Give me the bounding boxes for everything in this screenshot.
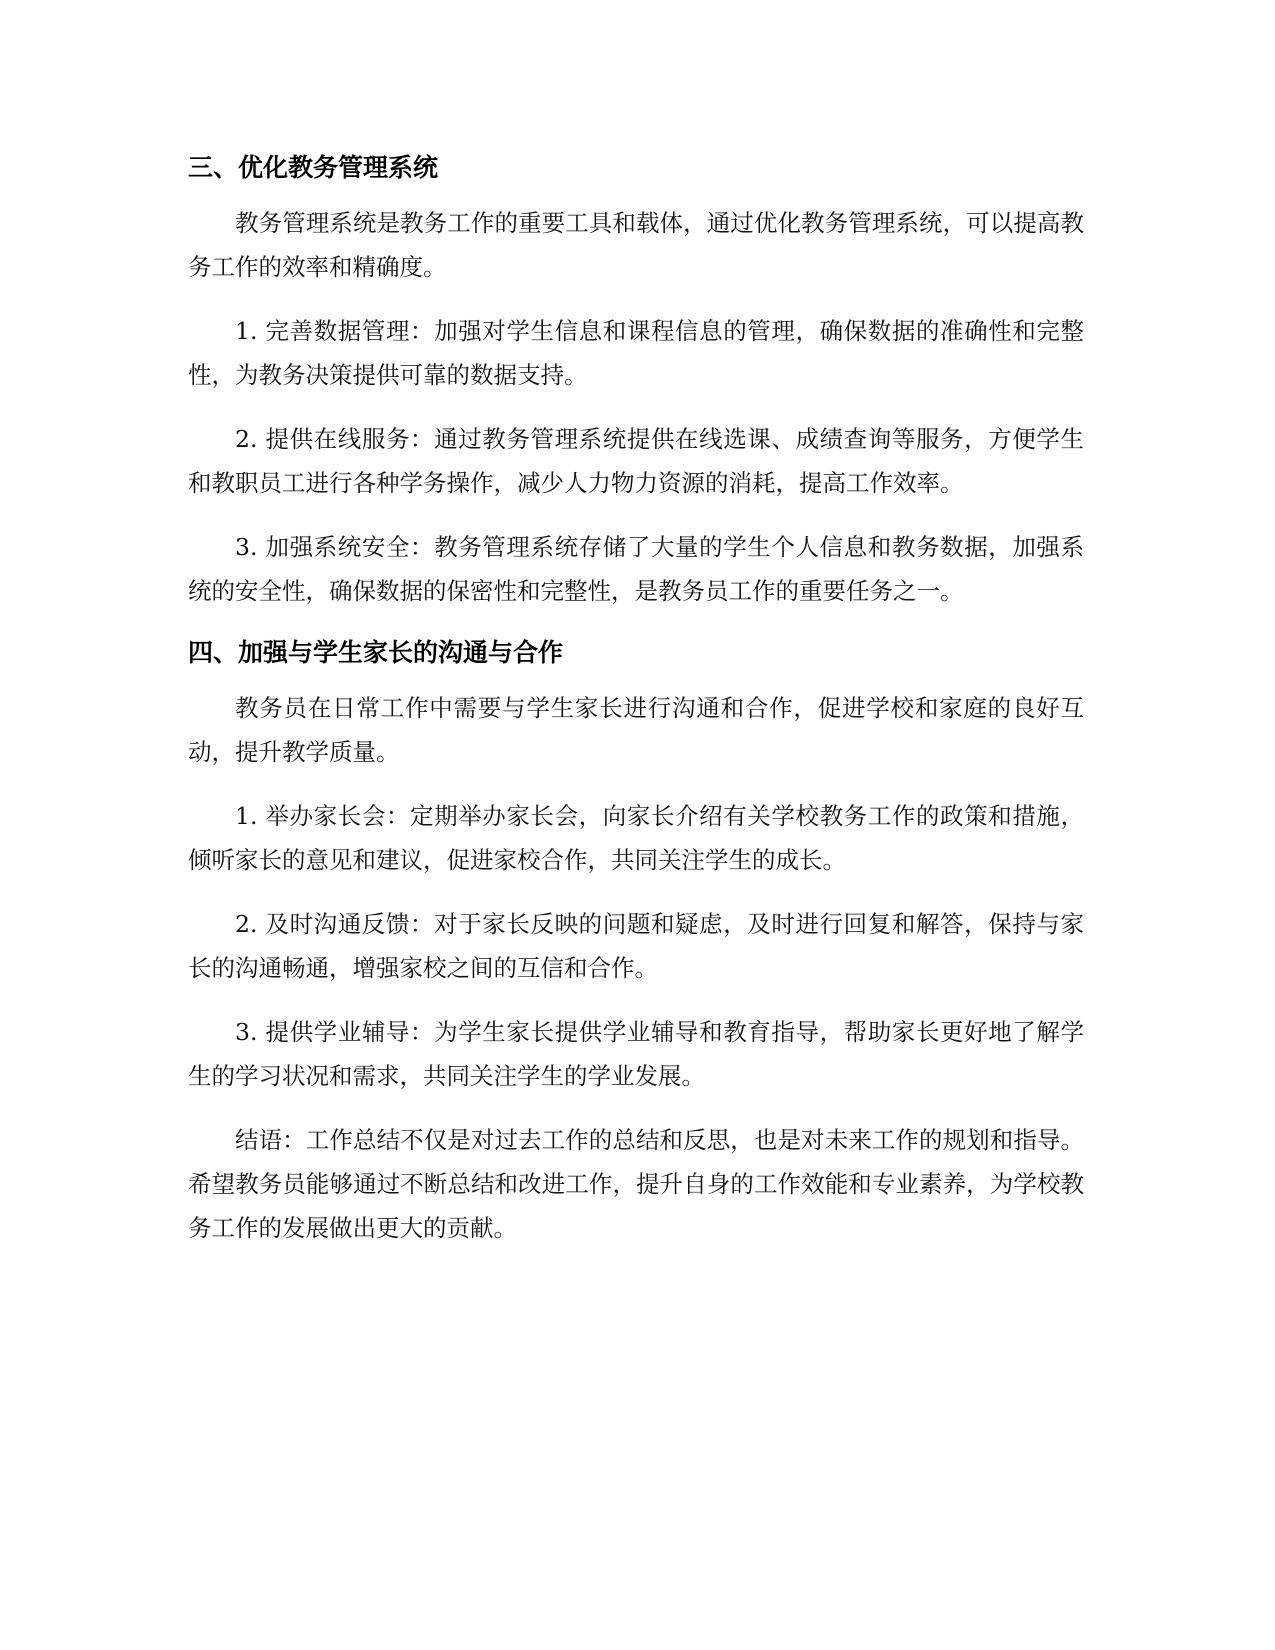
list-item-academic-guidance: 3. 提供学业辅导：为学生家长提供学业辅导和教育指导，帮助家长更好地了解学生的学习状况和需求，共同关注学生的学业发展。	[188, 1018, 1084, 1090]
section-parent-communication	[188, 633, 1084, 1098]
section-intro-paragraph: 教务员在日常工作中需要与学生家长进行沟通和合作，促进学校和家庭的良好互动，提升教学质量。	[188, 694, 1084, 766]
conclusion-paragraph: 结语：工作总结不仅是对过去工作的总结和反思，也是对未来工作的规划和指导。希望教务员能够通过不断总结和改进工作，提升自身的工作效能和专业素养，为学校教务工作的发展做出更大的贡献。	[188, 1126, 1084, 1242]
list-item-parent-meeting: 1. 举办家长会：定期举办家长会，向家长介绍有关学校教务工作的政策和措施，倾听家长的意见和建议，促进家校合作，共同关注学生的成长。	[188, 802, 1084, 874]
section-heading: 四、加强与学生家长的沟通与合作	[188, 638, 564, 667]
document-body	[188, 148, 1084, 1270]
list-item-online-services: 2. 提供在线服务：通过教务管理系统提供在线选课、成绩查询等服务，方便学生和教职员工进行各种学务操作，减少人力物力资源的消耗，提高工作效率。	[188, 425, 1084, 497]
section-intro-paragraph: 教务管理系统是教务工作的重要工具和载体，通过优化教务管理系统，可以提高教务工作的效率和精确度。	[188, 209, 1084, 281]
section-heading: 三、优化教务管理系统	[188, 153, 439, 182]
list-item-data-management: 1. 完善数据管理：加强对学生信息和课程信息的管理，确保数据的准确性和完整性，为教务决策提供可靠的数据支持。	[188, 317, 1084, 389]
list-item-system-security: 3. 加强系统安全：教务管理系统存储了大量的学生个人信息和教务数据，加强系统的安全性，确保数据的保密性和完整性，是教务员工作的重要任务之一。	[188, 533, 1084, 605]
section-optimize-system	[188, 148, 1084, 613]
list-item-timely-feedback: 2. 及时沟通反馈：对于家长反映的问题和疑虑，及时进行回复和解答，保持与家长的沟通畅通，增强家校之间的互信和合作。	[188, 910, 1084, 982]
